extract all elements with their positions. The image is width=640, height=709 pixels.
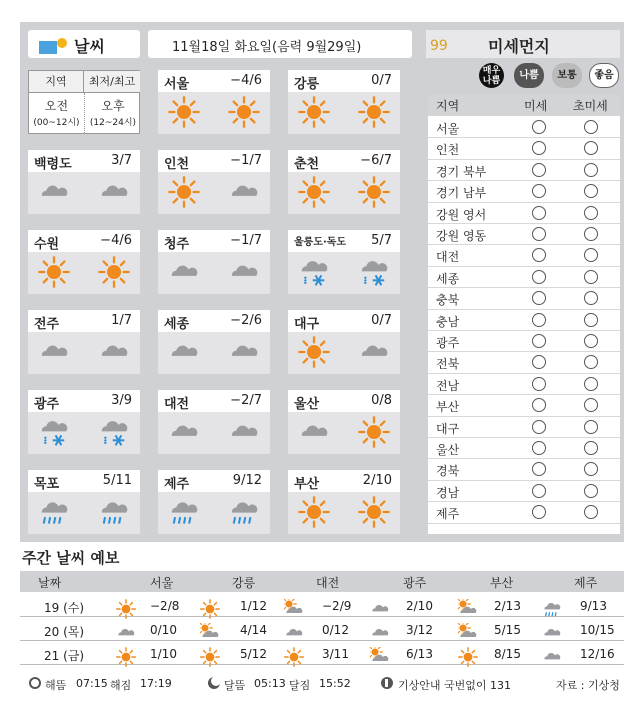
sun-icon (458, 647, 478, 665)
sun-icon (284, 647, 304, 665)
pm10-circle (532, 163, 546, 177)
weekly-row (20, 595, 624, 617)
city-temp: 3/9 (111, 393, 132, 408)
legend-table (28, 70, 140, 134)
moonrise-time: 05:13 (254, 677, 286, 690)
sunset-time: 17:19 (140, 677, 172, 690)
legend-region: 지역 (29, 71, 84, 93)
date-text: 11월18일 화요일(음력 9월29일) (172, 40, 362, 55)
city-temp: 0/7 (371, 313, 392, 328)
sun-icon (228, 96, 260, 128)
city-cell (288, 150, 400, 214)
weekly-col-date: 날짜 (38, 576, 62, 590)
city-name: 제주 (164, 477, 190, 492)
dust-region: 경기 북부 (436, 164, 487, 179)
dust-row (428, 138, 620, 159)
pm25-circle (584, 398, 598, 412)
cloud-icon (228, 176, 260, 208)
city-cell (158, 230, 270, 294)
weekly-temp: 10/15 (580, 623, 615, 637)
dust-region: 서울 (436, 122, 460, 136)
city-temp: −1/7 (230, 233, 262, 248)
dust-row (428, 417, 620, 438)
rain-icon (228, 496, 260, 528)
sun-icon (116, 599, 136, 617)
pm25-circle (584, 248, 598, 262)
weekly-temp: 0/12 (322, 623, 349, 637)
city-temp: 2/10 (362, 473, 392, 488)
weekly-col-gangneung: 강릉 (232, 576, 256, 590)
weekly-date: 21 (금) (44, 649, 85, 663)
dust-region: 강원 영동 (436, 229, 487, 243)
sun-icon (116, 647, 136, 665)
city-name: 대전 (164, 397, 190, 412)
weekly-col-jeju: 제주 (574, 576, 598, 590)
dust-region: 광주 (436, 336, 460, 350)
pm25-circle (584, 484, 598, 498)
pm25-circle (584, 184, 598, 198)
dust-row (428, 481, 620, 502)
snow-icon (298, 256, 330, 288)
legend-minmax: 최저/최고 (84, 71, 140, 93)
pm25-circle (584, 291, 598, 305)
pm25-circle (584, 141, 598, 155)
weekly-col-busan: 부산 (490, 576, 514, 590)
dust-row (428, 331, 620, 352)
dust-row (428, 310, 620, 331)
moonset-label: 달짐 (289, 679, 311, 692)
legend-pm-range: (12~24시) (89, 118, 137, 128)
dust-region: 충북 (436, 293, 460, 308)
sun-icon (168, 96, 200, 128)
city-cell (158, 390, 270, 454)
weekly-col-gwangju: 광주 (403, 576, 427, 590)
dust-region: 세종 (436, 271, 460, 286)
weekly-temp: 0/10 (150, 623, 177, 637)
dust-region: 제주 (436, 507, 460, 522)
dust-region: 경북 (436, 464, 460, 479)
sun-icon (168, 176, 200, 208)
weekly-date: 19 (수) (44, 601, 85, 615)
pm25-circle (584, 206, 598, 220)
sun-icon (28, 676, 42, 690)
city-temp: 3/7 (111, 153, 132, 168)
moonrise-label: 달뜸 (224, 679, 246, 692)
dust-col-region: 지역 (436, 99, 460, 113)
sun-icon (358, 96, 390, 128)
dust-row (428, 224, 620, 245)
pm10-circle (532, 313, 546, 327)
dust-region: 울산 (436, 443, 460, 457)
pm25-circle (584, 270, 598, 284)
sunc-icon (284, 599, 304, 617)
city-cell (28, 230, 140, 294)
sun-icon (200, 599, 220, 617)
dust-row (428, 203, 620, 224)
city-temp: 0/7 (371, 73, 392, 88)
city-name: 인천 (164, 157, 190, 172)
dust-row (428, 181, 620, 202)
cloud-icon (116, 623, 136, 641)
city-name: 백령도 (34, 157, 72, 172)
weekly-temp: −2/9 (322, 599, 352, 613)
dust-row (428, 117, 620, 138)
pm10-circle (532, 355, 546, 369)
sun-icon (298, 96, 330, 128)
city-cell (28, 310, 140, 374)
weekly-row (20, 619, 624, 641)
dust-row (428, 459, 620, 480)
city-cell (288, 390, 400, 454)
city-temp: 5/11 (102, 473, 132, 488)
pm10-circle (532, 248, 546, 262)
pm10-circle (532, 462, 546, 476)
weekly-temp: 3/11 (322, 647, 349, 661)
dust-row (428, 288, 620, 309)
weekly-temp: 4/14 (240, 623, 267, 637)
city-temp: 0/8 (371, 393, 392, 408)
city-cell (158, 70, 270, 134)
dust-region: 인천 (436, 143, 460, 158)
weekly-temp: 6/13 (406, 647, 433, 661)
legend-pm: 오후 (101, 99, 125, 113)
weekly-row (20, 643, 624, 665)
source-text: 자료 : 기상청 (556, 679, 620, 692)
cloud-icon (98, 176, 130, 208)
sunset-label: 해짐 (110, 679, 132, 692)
weekly-temp: 2/10 (406, 599, 433, 613)
sun-icon (358, 416, 390, 448)
city-name: 광주 (34, 397, 60, 412)
weekly-temp: 9/13 (580, 599, 607, 613)
city-name: 수원 (34, 237, 60, 252)
city-temp: 9/12 (232, 473, 262, 488)
city-name: 춘천 (294, 157, 320, 172)
city-temp: −6/7 (360, 153, 392, 168)
city-cell (288, 310, 400, 374)
cloud-icon (38, 176, 70, 208)
cloud-icon (168, 256, 200, 288)
cloud-icon (298, 416, 330, 448)
grade-very-bad: 매우나쁨 (479, 63, 504, 88)
city-cell (288, 470, 400, 534)
weekly-col-daejeon: 대전 (316, 576, 340, 590)
info-text: 기상안내 국번없이 131 (398, 679, 511, 692)
cloud-icon (98, 336, 130, 368)
weekly-temp: 1/12 (240, 599, 267, 613)
grade-good: 좋음 (589, 63, 619, 88)
pm10-circle (532, 291, 546, 305)
grade-normal: 보통 (552, 63, 582, 88)
weekly-temp: 12/16 (580, 647, 615, 661)
date-box (148, 30, 412, 58)
dust-col-pm25: 초미세 (573, 99, 608, 113)
pm10-circle (532, 270, 546, 284)
sun-icon (200, 647, 220, 665)
cloud-icon (228, 256, 260, 288)
pm10-circle (532, 184, 546, 198)
dust-region: 전남 (436, 378, 460, 393)
sun-icon (298, 336, 330, 368)
pm10-circle (532, 505, 546, 519)
pm10-circle (532, 141, 546, 155)
pm10-circle (532, 377, 546, 391)
pm25-circle (584, 163, 598, 177)
dust-region: 대구 (436, 421, 460, 436)
city-cell (28, 470, 140, 534)
dust-row (428, 352, 620, 373)
sun-icon (358, 176, 390, 208)
weekly-temp: 1/10 (150, 647, 177, 661)
weekly-header (20, 571, 624, 592)
weekly-title: 주간 날씨 예보 (22, 549, 120, 567)
city-temp: −1/7 (230, 153, 262, 168)
city-name: 울릉도·독도 (294, 237, 347, 248)
sunc-icon (458, 599, 478, 617)
dust-logo-icon (428, 34, 458, 54)
city-cell (158, 470, 270, 534)
dust-title: 미세먼지 (488, 37, 550, 56)
dust-row (428, 160, 620, 181)
city-temp: −4/6 (230, 73, 262, 88)
city-temp: 5/7 (371, 233, 392, 248)
city-cell (288, 230, 400, 294)
cloud-icon (228, 336, 260, 368)
weather-logo-icon (38, 35, 70, 55)
city-cell (158, 150, 270, 214)
sunc-icon (370, 647, 390, 665)
sun-icon (298, 176, 330, 208)
dust-row (428, 395, 620, 416)
legend-am-range: (00~12시) (33, 118, 80, 128)
sun-icon (358, 496, 390, 528)
city-temp: −2/7 (230, 393, 262, 408)
sunrise-time: 07:15 (76, 677, 108, 690)
cloud-icon (542, 647, 562, 665)
city-name: 울산 (294, 397, 320, 412)
dust-row (428, 438, 620, 459)
city-cell (28, 150, 140, 214)
city-temp: 1/7 (111, 313, 132, 328)
cloud-icon (228, 416, 260, 448)
pm25-circle (584, 441, 598, 455)
city-cell (28, 390, 140, 454)
pm25-circle (584, 377, 598, 391)
cloud-icon (284, 623, 304, 641)
cloud-icon (168, 336, 200, 368)
pm25-circle (584, 420, 598, 434)
weekly-temp: 5/15 (494, 623, 521, 637)
city-temp: −2/6 (230, 313, 262, 328)
sunc-icon (200, 623, 220, 641)
pm10-circle (532, 420, 546, 434)
moonset-time: 15:52 (319, 677, 351, 690)
moon-icon (207, 676, 221, 690)
cloud-icon (370, 599, 390, 617)
pm25-circle (584, 334, 598, 348)
pm10-circle (532, 334, 546, 348)
city-name: 대구 (294, 317, 320, 332)
city-name: 서울 (164, 77, 190, 92)
cloud-icon (358, 336, 390, 368)
city-name: 목포 (34, 477, 60, 492)
weather-title: 날씨 (74, 37, 105, 56)
dust-row (428, 267, 620, 288)
dust-col-pm10: 미세 (524, 99, 548, 113)
pm25-circle (584, 462, 598, 476)
weekly-temp: 3/12 (406, 623, 433, 637)
dust-region: 강원 영서 (436, 207, 487, 222)
dust-table (428, 94, 620, 534)
snow-icon (358, 256, 390, 288)
svg-text:99: 99 (430, 38, 448, 54)
weekly-temp: 5/12 (240, 647, 267, 661)
pm25-circle (584, 227, 598, 241)
city-name: 전주 (34, 317, 60, 332)
dust-region: 대전 (436, 250, 460, 265)
weekly-temp: 8/15 (494, 647, 521, 661)
city-cell (288, 70, 400, 134)
dust-region: 부산 (436, 400, 460, 415)
snow-icon (98, 416, 130, 448)
grade-bad: 나쁨 (514, 63, 544, 88)
cloud-icon (168, 416, 200, 448)
dust-region: 경남 (436, 485, 460, 500)
city-name: 세종 (164, 317, 190, 332)
dust-row (428, 502, 620, 523)
pm25-circle (584, 313, 598, 327)
pm25-circle (584, 120, 598, 134)
phone-icon (380, 676, 394, 690)
dust-region: 경기 남부 (436, 186, 487, 201)
dust-row (428, 245, 620, 266)
city-temp: −4/6 (100, 233, 132, 248)
city-name: 강릉 (294, 77, 320, 92)
dust-region: 충남 (436, 314, 460, 329)
pm10-circle (532, 227, 546, 241)
sunrise-label: 해뜸 (45, 679, 67, 692)
weekly-temp: −2/8 (150, 599, 180, 613)
city-name: 청주 (164, 237, 190, 252)
sun-icon (38, 256, 70, 288)
weekly-col-seoul: 서울 (150, 576, 174, 590)
city-name: 부산 (294, 477, 320, 492)
rain-icon (98, 496, 130, 528)
cloud-icon (38, 336, 70, 368)
pm10-circle (532, 484, 546, 498)
pm10-circle (532, 441, 546, 455)
cloud-icon (542, 623, 562, 641)
dust-region: 전북 (436, 357, 460, 372)
weekly-date: 20 (목) (44, 625, 85, 639)
dust-row (428, 374, 620, 395)
pm25-circle (584, 505, 598, 519)
rain-icon (542, 599, 562, 617)
sun-icon (298, 496, 330, 528)
dust-title-box (426, 30, 620, 58)
weekly-temp: 2/13 (494, 599, 521, 613)
legend-am: 오전 (44, 99, 69, 113)
snow-icon (38, 416, 70, 448)
pm10-circle (532, 206, 546, 220)
cloud-icon (370, 623, 390, 641)
city-cell (158, 310, 270, 374)
sunc-icon (458, 623, 478, 641)
pm10-circle (532, 398, 546, 412)
rain-icon (168, 496, 200, 528)
rain-icon (38, 496, 70, 528)
pm10-circle (532, 120, 546, 134)
weather-title-box (28, 30, 140, 58)
pm25-circle (584, 355, 598, 369)
sun-icon (98, 256, 130, 288)
